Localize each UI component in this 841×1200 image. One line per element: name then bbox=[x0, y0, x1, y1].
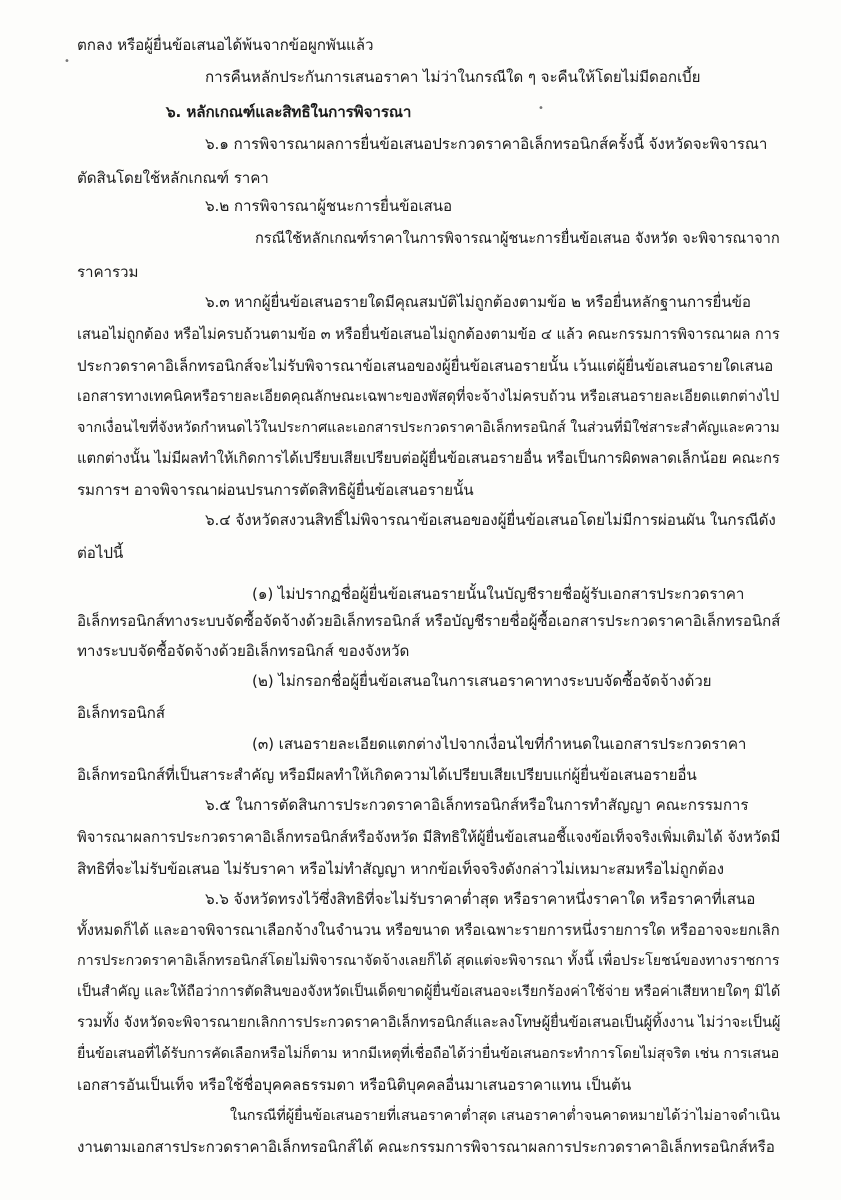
text-line: อิเล็กทรอนิกส์ bbox=[77, 704, 165, 722]
text-line: การคืนหลักประกันการเสนอราคา ไม่ว่าในกรณีใด ๆ จะคืนให้โดยไม่มีดอกเบี้ย bbox=[205, 68, 701, 86]
text-line: เสนอไม่ถูกต้อง หรือไม่ครบถ้วนตามข้อ ๓ หรือยื่นข้อเสนอไม่ถูกต้องตามข้อ ๔ แล้ว คณะกรรมการพิจารณาผล การ bbox=[77, 326, 780, 343]
text-line: กรณีใช้หลักเกณฑ์ราคาในการพิจารณาผู้ชนะการยื่นข้อเสนอ จังหวัด จะพิจารณาจาก bbox=[255, 230, 780, 247]
text-line: จากเงื่อนไขที่จังหวัดกำหนดไว้ในประกาศและเอกสารประกวดราคาอิเล็กทรอนิกส์ ในส่วนที่มิใช่สาระสำคัญและความ bbox=[77, 420, 780, 436]
scan-speck-icon: • bbox=[64, 56, 70, 67]
text-line: ตัดสินโดยใช้หลักเกณฑ์ ราคา bbox=[77, 169, 269, 187]
text-line: ๖.๖ จังหวัดทรงไว้ซึ่งสิทธิที่จะไม่รับราคาต่ำสุด หรือราคาหนึ่งราคาใด หรือราคาที่เสนอ bbox=[205, 890, 756, 908]
text-line: แตกต่างนั้น ไม่มีผลทำให้เกิดการได้เปรียบเสียเปรียบต่อผู้ยื่นข้อเสนอรายอื่น หรือเป็นการผิดพลาดเล็กน้อย คณะกร bbox=[77, 450, 780, 467]
text-line: ๖.๔ จังหวัดสงวนสิทธิ์ไม่พิจารณาข้อเสนอของผู้ยื่นข้อเสนอโดยไม่มีการผ่อนผัน ในกรณีดัง bbox=[205, 511, 776, 529]
text-line: อิเล็กทรอนิกส์ทางระบบจัดซื้อจัดจ้างด้วยอิเล็กทรอนิกส์ หรือบัญชีรายชื่อผู้ซื้อเอกสารประกวดราคาอิเล็กทรอนิกส์ bbox=[77, 612, 781, 630]
text-line: พิจารณาผลการประกวดราคาอิเล็กทรอนิกส์หรือจังหวัด มีสิทธิให้ผู้ยื่นข้อเสนอชี้แจงข้อเท็จจริงเพิ่มเติมได้ จังหวัดมี bbox=[77, 828, 781, 846]
text-line: รมการฯ อาจพิจารณาผ่อนปรนการตัดสิทธิผู้ยื่นข้อเสนอรายนั้น bbox=[77, 481, 474, 499]
text-line: (๒) ไม่กรอกชื่อผู้ยื่นข้อเสนอในการเสนอราคาทางระบบจัดซื้อจัดจ้างด้วย bbox=[252, 672, 712, 690]
text-line: อิเล็กทรอนิกส์ที่เป็นสาระสำคัญ หรือมีผลทำให้เกิดความได้เปรียบเสียเปรียบแก่ผู้ยื่นข้อเสนอรายอื่น bbox=[77, 766, 697, 784]
text-line: (๓) เสนอรายละเอียดแตกต่างไปจากเงื่อนไขที่กำหนดในเอกสารประกวดราคา bbox=[252, 735, 747, 753]
text-line: รวมทั้ง จังหวัดจะพิจารณายกเลิกการประกวดราคาอิเล็กทรอนิกส์และลงโทษผู้ยื่นข้อเสนอเป็นผู้ทิ้งงาน ไม่ว่าจะเป็นผู้ bbox=[77, 1014, 781, 1031]
text-line: ในกรณีที่ผู้ยื่นข้อเสนอรายที่เสนอราคาต่ำสุด เสนอราคาต่ำจนคาดหมายได้ว่าไม่อาจดำเนิน bbox=[230, 1108, 780, 1124]
text-line: ๖.๓ หากผู้ยื่นข้อเสนอรายใดมีคุณสมบัติไม่ถูกต้องตามข้อ ๒ หรือยื่นหลักฐานการยื่นข้อ bbox=[205, 293, 751, 311]
text-line: สิทธิที่จะไม่รับข้อเสนอ ไม่รับราคา หรือไม่ทำสัญญา หากข้อเท็จจริงดังกล่าวไม่เหมาะสมหรือไม่ถูกต้อง bbox=[77, 860, 724, 878]
text-line: (๑) ไม่ปรากฏชื่อผู้ยื่นข้อเสนอรายนั้นในบัญชีรายชื่อผู้รับเอกสารประกวดราคา bbox=[252, 585, 745, 603]
text-line: ทางระบบจัดซื้อจัดจ้างด้วยอิเล็กทรอนิกส์ ของจังหวัด bbox=[77, 642, 410, 660]
text-line: ๖.๒ การพิจารณาผู้ชนะการยื่นข้อเสนอ bbox=[205, 197, 452, 215]
text-line: ต่อไปนี้ bbox=[77, 544, 124, 562]
text-line: เป็นสำคัญ และให้ถือว่าการตัดสินของจังหวัดเป็นเด็ดขาดผู้ยื่นข้อเสนอจะเรียกร้องค่าใช้จ่าย หรือค่าเสียหายใดๆ มิได้ bbox=[77, 984, 781, 1000]
section-heading: ๖. หลักเกณฑ์และสิทธิในการพิจารณา bbox=[166, 103, 412, 121]
text-line: ๖.๕ ในการตัดสินการประกวดราคาอิเล็กทรอนิกส์หรือในการทำสัญญา คณะกรรมการ bbox=[205, 796, 749, 814]
text-line: ยื่นข้อเสนอที่ได้รับการคัดเลือกหรือไม่ก็ตาม หากมีเหตุที่เชื่อถือได้ว่ายื่นข้อเสนอกระทำการโดยไม่สุจริต เช่น การเสนอ bbox=[77, 1046, 780, 1062]
text-line: ๖.๑ การพิจารณาผลการยื่นข้อเสนอประกวดราคาอิเล็กทรอนิกส์ครั้งนี้ จังหวัดจะพิจารณา bbox=[205, 135, 768, 153]
text-line: ราคารวม bbox=[77, 263, 139, 281]
text-line: ตกลง หรือผู้ยื่นข้อเสนอได้พ้นจากข้อผูกพันแล้ว bbox=[77, 36, 374, 54]
scan-speck-icon: • bbox=[538, 103, 544, 114]
text-line: เอกสารอันเป็นเท็จ หรือใช้ชื่อบุคคลธรรมดา หรือนิติบุคคลอื่นมาเสนอราคาแทน เป็นต้น bbox=[77, 1076, 631, 1094]
text-line: เอกสารทางเทคนิคหรือรายละเอียดคุณลักษณะเฉพาะของพัสดุที่จะจ้างไม่ครบถ้วน หรือเสนอรายละเอียดแตกต่างไป bbox=[77, 388, 780, 405]
text-line: ประกวดราคาอิเล็กทรอนิกส์จะไม่รับพิจารณาข้อเสนอของผู้ยื่นข้อเสนอรายนั้น เว้นแต่ผู้ยื่นข้อเสนอรายใดเสนอ bbox=[77, 357, 774, 375]
text-line: งานตามเอกสารประกวดราคาอิเล็กทรอนิกส์ได้ คณะกรรมการพิจารณาผลการประกวดราคาอิเล็กทรอนิกส์หรือ bbox=[77, 1138, 775, 1156]
text-line: การประกวดราคาอิเล็กทรอนิกส์โดยไม่พิจารณาจัดจ้างเลยก็ได้ สุดแต่จะพิจารณา ทั้งนี้ เพื่อประโยชน์ของทางราชการ bbox=[77, 953, 780, 969]
text-line: ทั้งหมดก็ได้ และอาจพิจารณาเลือกจ้างในจำนวน หรือขนาด หรือเฉพาะรายการหนึ่งรายการใด หรืออาจจะยกเลิก bbox=[77, 921, 780, 939]
